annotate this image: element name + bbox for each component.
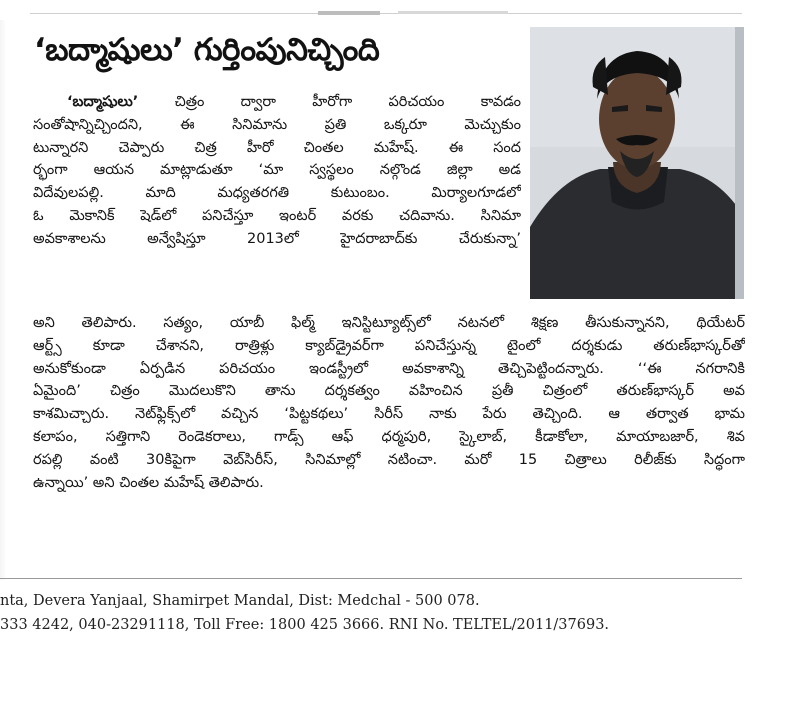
article-lead-title: ‘బద్మాషులు’ <box>67 94 139 110</box>
footer-divider <box>0 578 742 579</box>
article-line: ఏమైంది’ చిత్రం మొదలుకొని తాను దర్శకత్వం వహించిన ప్రతీ చిత్రంలో తరుణ్‌భాస్కర్ అవ <box>33 383 745 400</box>
article-line-last: ఉన్నాయి’ అని చింతల మహేష్ తెలిపారు. <box>33 474 264 491</box>
article-line: అని తెలిపారు. సత్యం, యాబీ ఫిల్మ్ ఇనిస్టిట్యూట్స్‌లో నటనలో శిక్షణ తీసుకున్నానని, థియేటర్ <box>33 315 745 331</box>
article-line: విదేవులపల్లి. మాది మధ్యతరగతి కుటుంబం. మిర్యాలగూడలో <box>33 185 521 202</box>
top-divider-mark <box>318 11 380 15</box>
footer-contact: 333 4242, 040-23291118, Toll Free: 1800 425 3666. RNI No. TELTEL/2011/37693. <box>0 617 610 633</box>
top-divider-mark-secondary <box>398 11 508 14</box>
article-body-wide <box>33 312 745 494</box>
portrait-image <box>530 27 744 299</box>
article-line-text: చిత్రం ద్వారా హీరోగా పరిచయం కావడం <box>138 94 521 110</box>
page-edge-shadow <box>0 20 6 580</box>
top-divider <box>30 13 742 14</box>
article-line <box>33 91 521 114</box>
article-line: ఆర్ట్స్ కూడా చేశానని, రాత్రిళ్లు క్యాబ్‌డ్రైవర్‌గా పనిచేస్తున్న టైంలో దర్శకుడు తరుణ్‌భాస్కర్‌తో <box>33 337 745 354</box>
article-body-narrow <box>33 91 521 251</box>
article-line: టున్నారని చెప్పారు చిత్ర హీరో చింతల మహేష్. ఈ సంద <box>33 139 521 156</box>
article-line: కలాపం, సత్తిగాని రెండెకరాలు, గాడ్స్ ఆఫ్ ధర్మపురి, స్కైలాబ్, కీడాకోలా, మాయాబజార్, శివ <box>33 428 745 445</box>
article-headline: ‘బద్మాషులు’ గుర్తింపునిచ్చింది <box>34 32 380 68</box>
footer-address: nta, Devera Yanjaal, Shamirpet Mandal, Dist: Medchal - 500 078. <box>0 593 480 609</box>
article-line: రపల్లి వంటి 30కిపైగా వెబ్‌సిరీస్, సినిమాల్లో నటించా. మరో 15 చిత్రాలు రిలీజ్‌కు సిద్ధంగా <box>33 451 745 468</box>
article-line: అనుకోకుండా ఏర్పడిన పరిచయం ఇండస్ట్రీలో అవకాశాన్ని తెచ్చిపెట్టిందన్నారు. ‘‘ఈ నగరానికి <box>33 360 745 377</box>
article-line: సంతోషాన్నిచ్చిందని, ఈ సినిమాను ప్రతి ఒక్కరూ మెచ్చుకుం <box>33 116 521 133</box>
publisher-footer <box>0 589 760 637</box>
article-line: ర్భంగా ఆయన మాట్లాడుతూ ‘మా స్వస్థలం నల్గొండ జిల్లా అడ <box>33 162 521 179</box>
article-photo <box>530 27 744 299</box>
article-line: కాశమిచ్చారు. నెట్‌ఫ్లిక్స్‌లో వచ్చిన ‘పిట్టకథలు’ సిరీస్ నాకు పేరు తెచ్చింది. ఆ తర్వాత భామ <box>33 406 745 423</box>
article-line: అవకాశాలను అన్వేషిస్తూ 2013లో హైదరాబాద్‌కు చేరుకున్నా’ <box>33 230 521 247</box>
article-line: ఓ మెకానిక్ షెడ్‌లో పనిచేస్తూ ఇంటర్ వరకు చదివాను. సినిమా <box>33 207 521 224</box>
